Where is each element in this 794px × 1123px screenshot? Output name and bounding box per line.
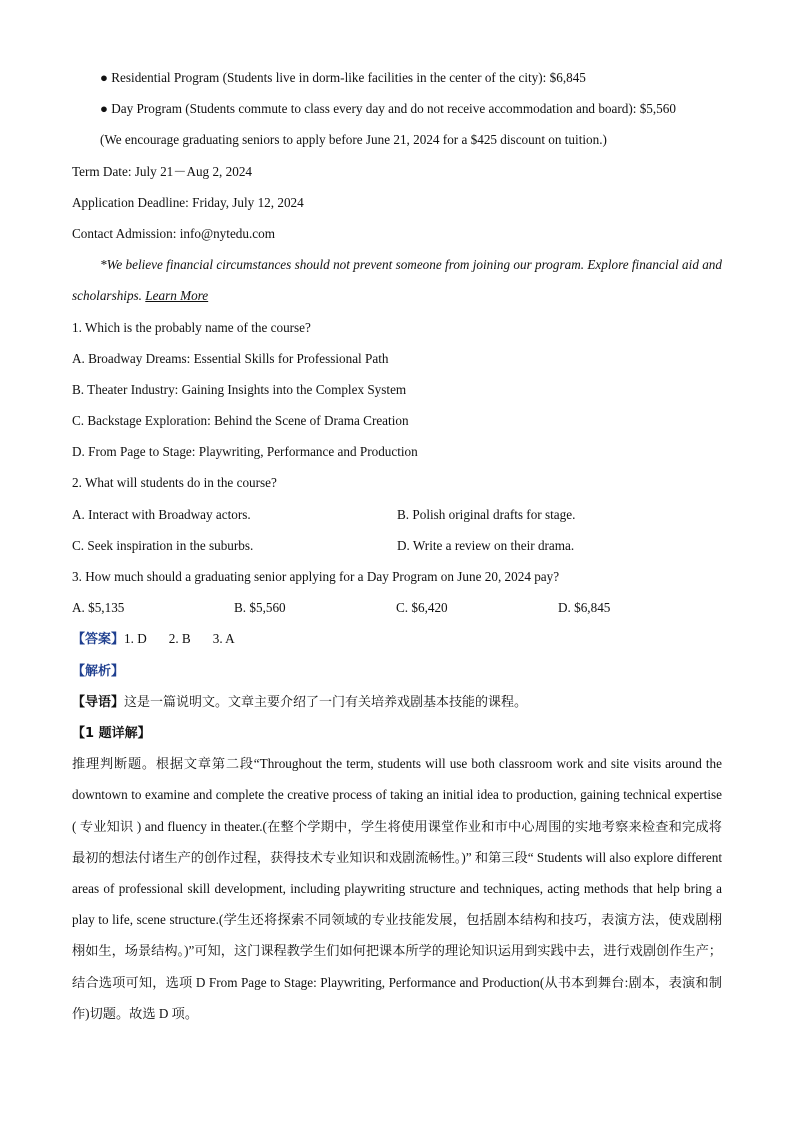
- answer-line: [72, 623, 722, 654]
- answer-1: 1. D: [124, 631, 147, 647]
- question-2-options-row-2: [72, 530, 722, 561]
- question-3-stem: 3. How much should a graduating senior applying for a Day Program on June 20, 2024 pay?: [72, 569, 560, 585]
- application-deadline: Application Deadline: Friday, July 12, 2024: [72, 194, 304, 210]
- question-3-option-a: A. $5,135: [72, 600, 125, 616]
- question-1-option-d: D. From Page to Stage: Playwriting, Performance and Production: [72, 444, 418, 460]
- guide-line: [72, 686, 722, 717]
- question-3-options-row: [72, 592, 722, 623]
- analysis-tag: 【解析】: [72, 663, 125, 679]
- question-2-option-a: A. Interact with Broadway actors.: [72, 506, 251, 522]
- answer-3: 3. A: [212, 631, 235, 647]
- financial-aid-note: [72, 249, 722, 311]
- question-1-option-c: C. Backstage Exploration: Behind the Scene of Drama Creation: [72, 413, 409, 429]
- question-2-options-row-1: [72, 499, 722, 530]
- question-1-option-a: A. Broadway Dreams: Essential Skills for Professional Path: [72, 350, 389, 366]
- guide-tag: 【导语】: [72, 694, 125, 710]
- question-3-option-b: B. $5,560: [234, 600, 286, 616]
- question-2-option-b: B. Polish original drafts for stage.: [397, 506, 576, 522]
- discount-note: (We encourage graduating seniors to apply before June 21, 2024 for a $425 discount on tuition.): [100, 132, 607, 148]
- financial-aid-text: *We believe financial circumstances should not prevent someone from joining our program. Explore financial aid and scholarships.: [72, 257, 722, 304]
- question-1-option-b: B. Theater Industry: Gaining Insights into the Complex System: [72, 381, 407, 397]
- question-1-stem: 1. Which is the probably name of the course?: [72, 319, 311, 335]
- analysis-heading: [72, 655, 722, 686]
- learn-more-link[interactable]: Learn More: [145, 288, 209, 304]
- contact-admission: Contact Admission: info@nytedu.com: [72, 225, 275, 241]
- detail-paragraph: 推理判断题。根据文章第二段“Throughout the term, students will use both classroom work and site visits around the downtown to examine and complete the creative process of taking an initial idea to production, gaining technical expertise ( 专业知识 ) and fluency in theater.(在整个学期中，学生将使用课堂作业和市中心周围的实地考察来检查和完成将最初的想法付诸生产的创作过程，获得技术专业知识和戏剧流畅性。)” 和第三段“ Students will also explore different areas of professional skill development, including playwriting structure and techniques, acting methods that help bring a play to life, scene structure.(学生还将探索不同领域的专业技能发展，包括剧本结构和技巧，表演方法，使戏剧栩栩如生，场景结构。)”可知，这门课程教学生们如何把课本所学的理论知识运用到实践中去，进行戏剧创作生产；结合选项可知，选项 D From Page to Stage: Playwriting, Performance and Production(从书本到舞台:剧本，表演和制作)切题。故选 D 项。: [72, 756, 722, 1021]
- detail-heading: [72, 717, 722, 748]
- guide-text: 这是一篇说明文。文章主要介绍了一门有关培养戏剧基本技能的课程。: [124, 694, 528, 710]
- question-3-option-c: C. $6,420: [396, 600, 448, 616]
- answer-2: 2. B: [168, 631, 191, 647]
- term-date: Term Date: July 21－Aug 2, 2024: [72, 163, 253, 179]
- question-2-option-d: D. Write a review on their drama.: [397, 537, 575, 553]
- residential-program-item: ● Residential Program (Students live in dorm-like facilities in the center of the city): $6,845: [100, 70, 586, 85]
- day-program-item: ● Day Program (Students commute to class every day and do not receive accommodation and board): $5,560: [100, 101, 676, 117]
- question-3-option-d: D. $6,845: [558, 600, 611, 616]
- question-2-stem: 2. What will students do in the course?: [72, 475, 277, 491]
- document-page: [72, 62, 722, 1029]
- answer-tag: 【答案】: [72, 632, 125, 648]
- detail-tag: 【1 题详解】: [72, 725, 151, 741]
- question-2-option-c: C. Seek inspiration in the suburbs.: [72, 537, 254, 553]
